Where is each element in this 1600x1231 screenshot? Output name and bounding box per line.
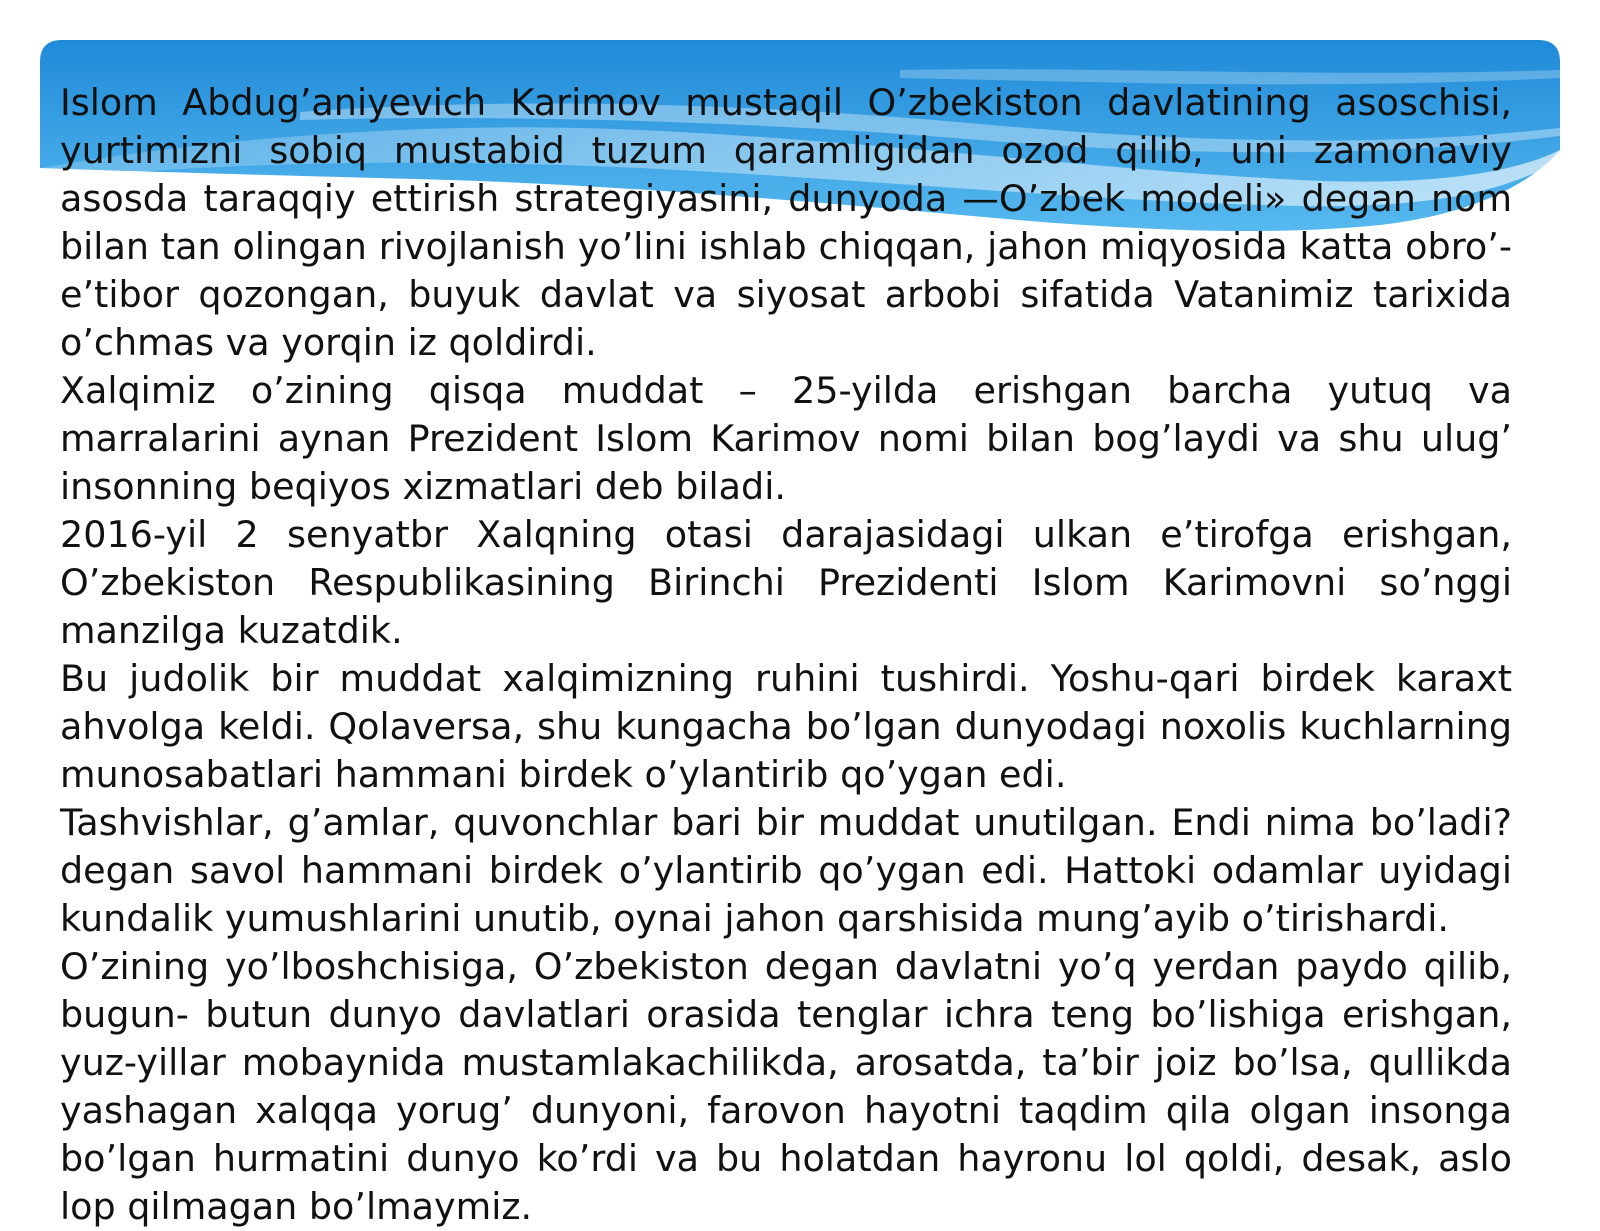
paragraph-1: Islom Abdug’aniyevich Karimov mustaqil O’zbekiston davlatining asoschisi, yurtimizni sobiq mustabid tuzum qaramligidan ozod qilib, uni zamonaviy asosda taraqqiy ettirish strategiyasini, dunyoda —O’zbek modeli» degan nom bilan tan olingan rivojlanish yo’lini ishlab chiqqan, jahon miqyosida katta obro’-e’tibor qozongan, buyuk davlat va siyosat arbobi sifatida Vatanimiz tarixida o’chmas va yorqin iz qoldirdi. <box>60 81 1512 364</box>
paragraph-6: O’zining yo’lboshchisiga, O’zbekiston degan davlatni yo’q yerdan paydo qilib, bugun- butun dunyo davlatlari orasida tenglar ichra teng bo’lishiga erishgan, yuz-yillar mobaynida mustamlakachilikda, arosatda, ta’bir joiz bo’lsa, qullikda yashagan xalqqa yorug’ dunyoni, farovon hayotni taqdim qila olgan insonga bo’lgan hurmatini dunyo ko’rdi va bu holatdan hayronu lol qoldi, desak, aslo lop qilmagan bo’lmaymiz. <box>60 945 1512 1228</box>
paragraph-4: Bu judolik bir muddat xalqimizning ruhini tushirdi. Yoshu-qari birdek karaxt ahvolga keldi. Qolaversa, shu kungacha bo’lgan dunyodagi noxolis kuchlarning munosabatlari hammani birdek o’ylantirib qo’ygan edi. <box>60 657 1512 796</box>
paragraph-5: Tashvishlar, g’amlar, quvonchlar bari bir muddat unutilgan. Endi nima bo’ladi? degan savol hammani birdek o’ylantirib qo’ygan edi. Hattoki odamlar uyidagi kundalik yumushlarini unutib, oynai jahon qarshisida mung’ayib o’tirishardi. <box>60 801 1512 940</box>
paragraph-2: Xalqimiz o’zining qisqa muddat – 25-yilda erishgan barcha yutuq va marralarini aynan Prezident Islom Karimov nomi bilan bog’laydi va shu ulug’ insonning beqiyos xizmatlari deb biladi. <box>60 369 1512 508</box>
paragraph-3: 2016-yil 2 senyatbr Xalqning otasi darajasidagi ulkan e’tirofga erishgan, O’zbekiston Respublikasining Birinchi Prezidenti Islom Karimovni so’nggi manzilga kuzatdik. <box>60 513 1512 652</box>
body-text <box>60 79 1512 1231</box>
